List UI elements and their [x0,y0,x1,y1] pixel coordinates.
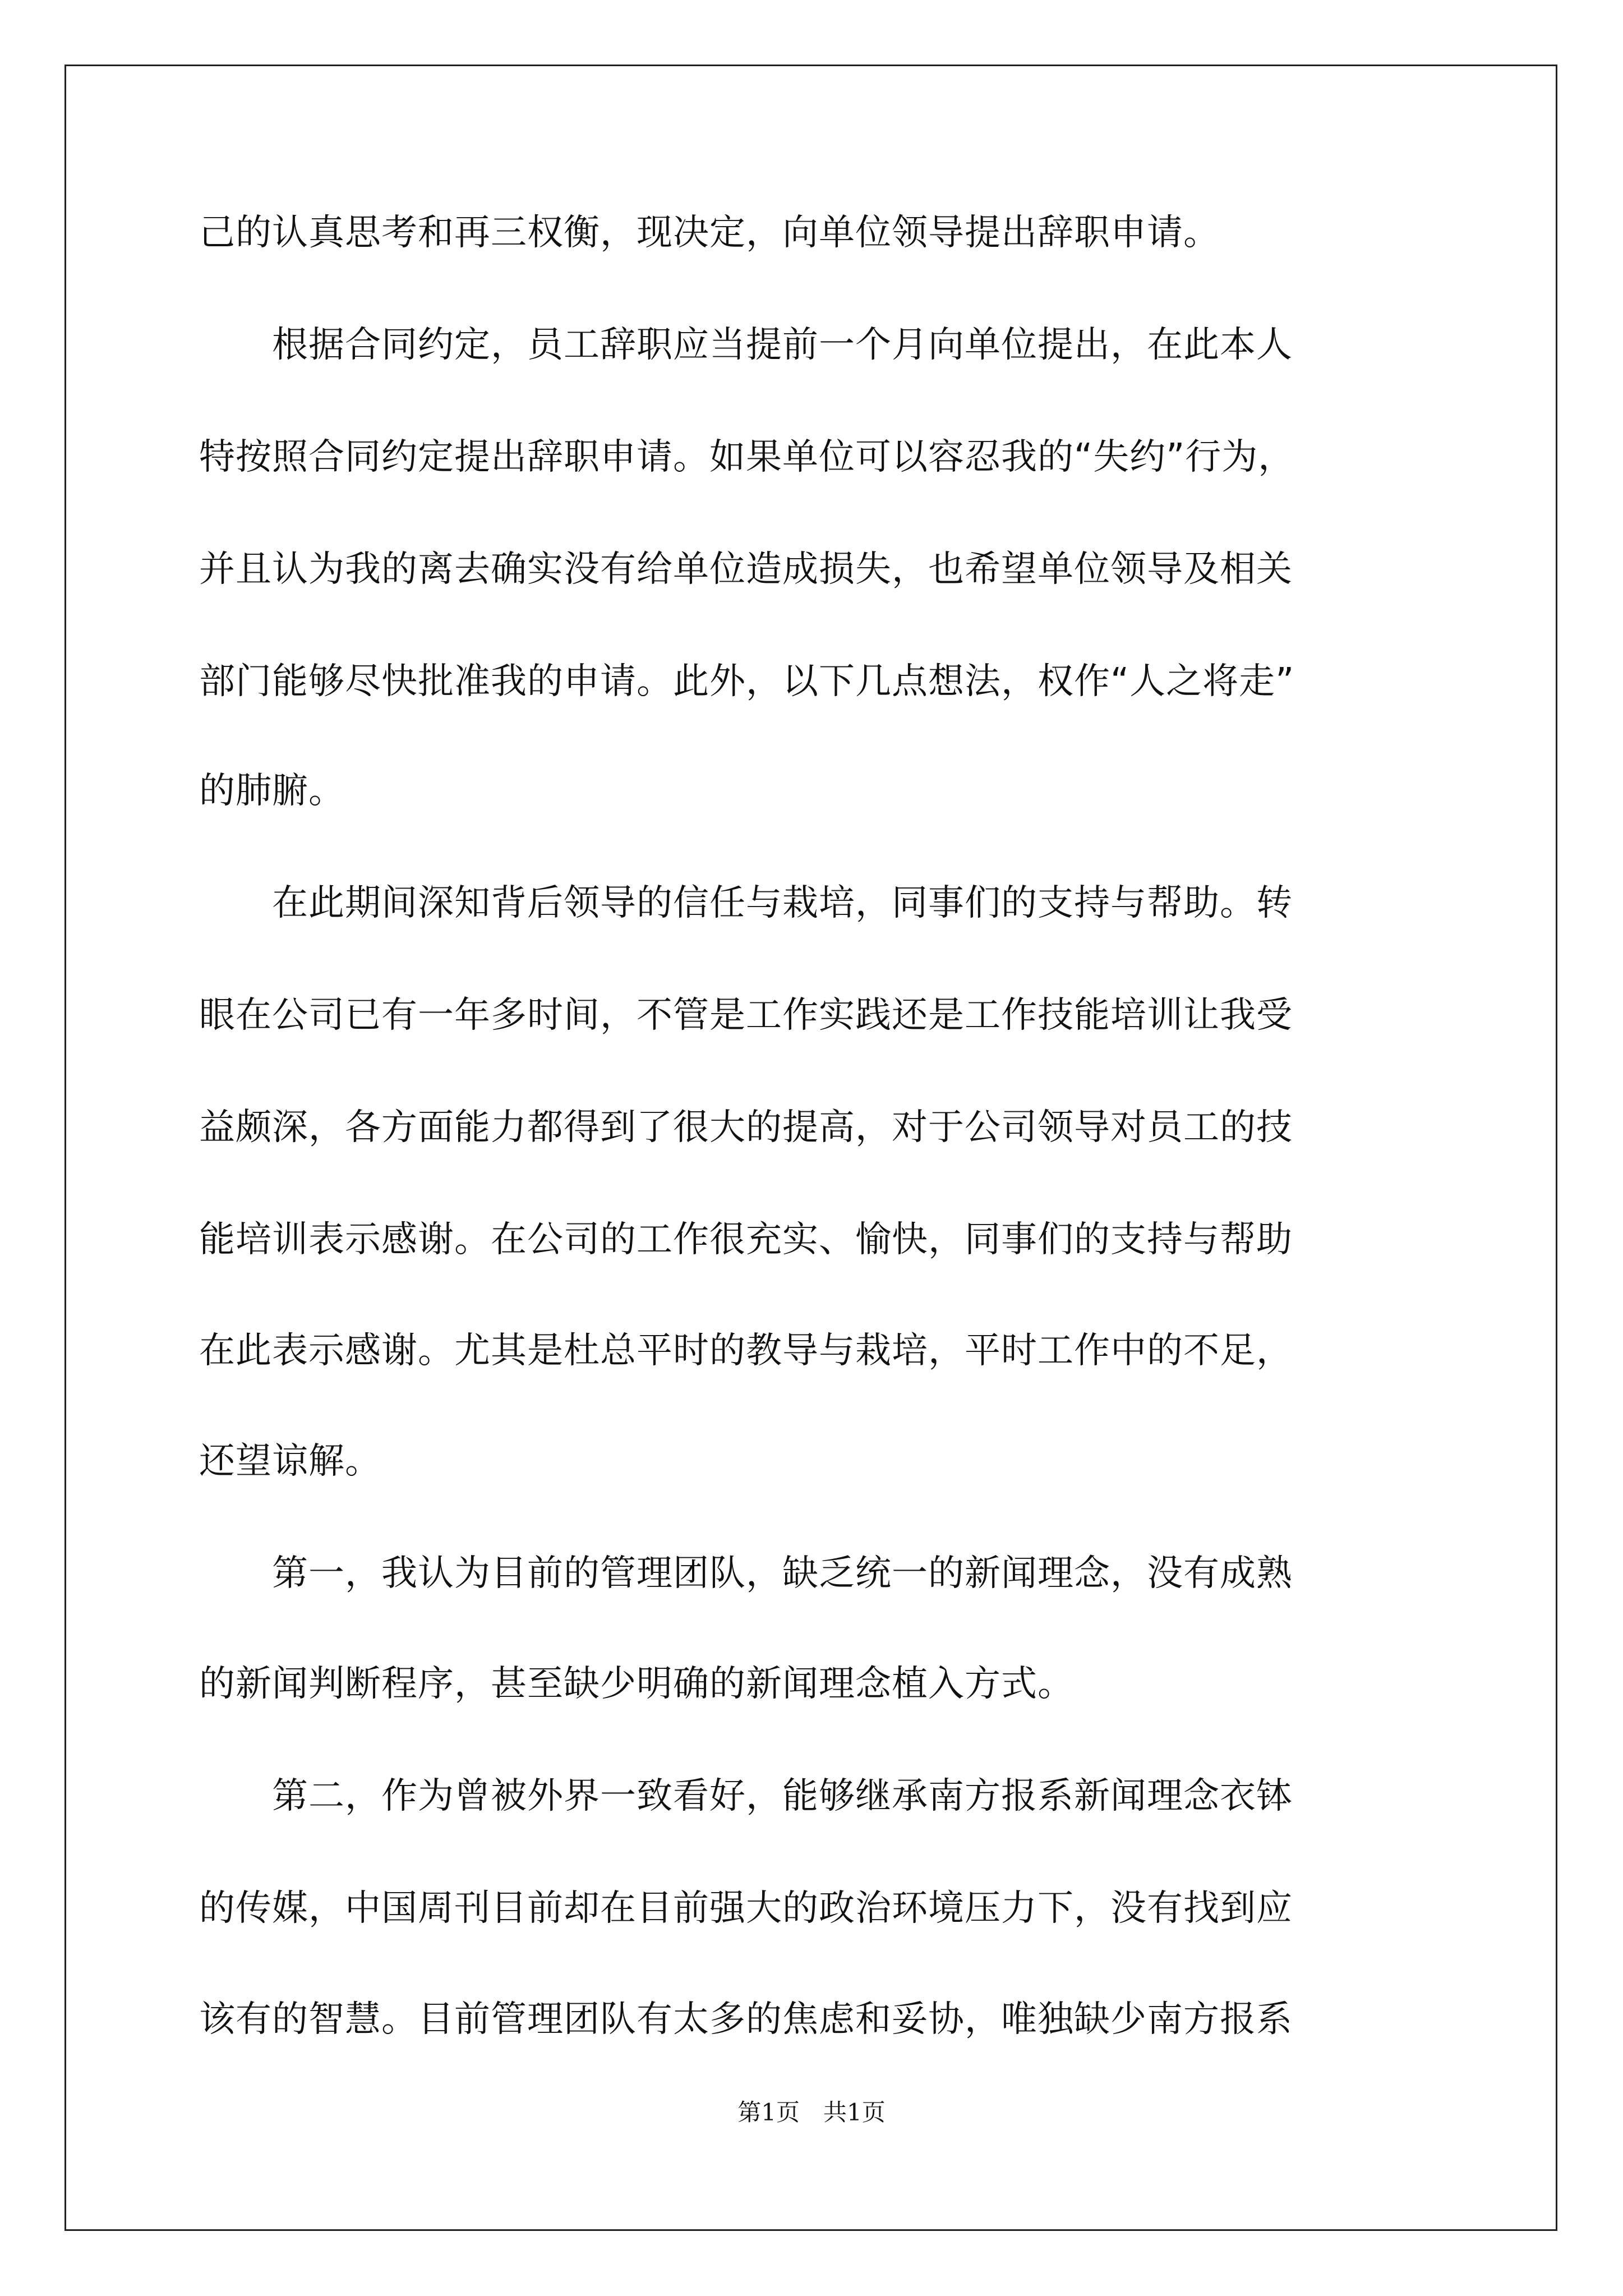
body-line: 己的认真思考和再三权衡，现决定，向单位领导提出辞职申请。 [199,212,1220,254]
body-line: 能培训表示感谢。在公司的工作很充实、愉快，同事们的支持与帮助 [199,1219,1293,1260]
body-line: 第一，我认为目前的管理团队，缺乏统一的新闻理念，没有成熟 [199,1553,1293,1594]
body-line: 在此表示感谢。尤其是杜总平时的教导与栽培，平时工作中的不足， [199,1330,1293,1372]
body-line: 的新闻判断程序，甚至缺少明确的新闻理念植入方式。 [199,1663,1074,1705]
body-line: 部门能够尽快批准我的申请。此外，以下几点想法，权作“人之将走” [199,661,1295,702]
body-line: 的传媒，中国周刊目前却在目前强大的政治环境压力下，没有找到应 [199,1888,1293,1929]
body-line: 眼在公司已有一年多时间，不管是工作实践还是工作技能培训让我受 [199,995,1293,1036]
body-line: 根据合同约定，员工辞职应当提前一个月向单位提出，在此本人 [199,324,1293,366]
body-line: 在此期间深知背后领导的信任与栽培，同事们的支持与帮助。转 [199,882,1293,924]
page-number-footer: 第1页 共1页 [737,2099,886,2126]
body-line: 第二，作为曾被外界一致看好，能够继承南方报系新闻理念衣钵 [199,1775,1293,1817]
body-line: 的肺腑。 [199,770,345,812]
body-line: 特按照合同约定提出辞职申请。如果单位可以容忍我的“失约”行为， [199,436,1295,478]
body-line: 该有的智慧。目前管理团队有太多的焦虑和妥协，唯独缺少南方报系 [199,1999,1293,2040]
body-line: 并且认为我的离去确实没有给单位造成损失，也希望单位领导及相关 [199,549,1293,590]
body-line: 还望谅解。 [199,1441,381,1482]
body-line: 益颇深，各方面能力都得到了很大的提高，对于公司领导对员工的技 [199,1107,1293,1148]
